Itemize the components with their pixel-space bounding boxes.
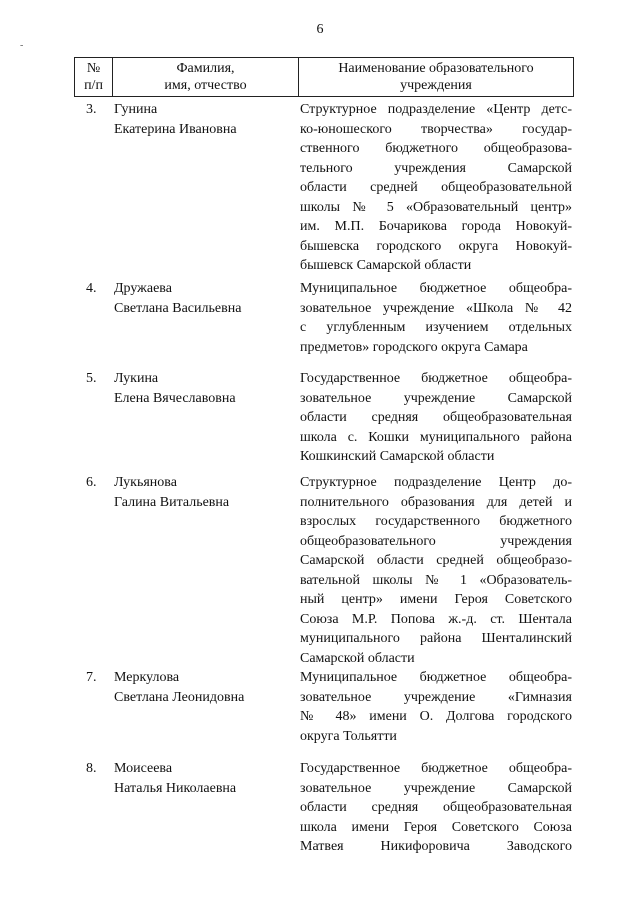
institution-line: с углубленным изучением отдельных — [300, 320, 572, 335]
row-number: 6. — [86, 475, 97, 490]
institution-line: Муниципальное бюджетное общеобра- — [300, 670, 572, 685]
institution-line: области средняя общеобразовательная — [300, 410, 572, 425]
institution-line: Кошкинский Самарской области — [300, 449, 495, 464]
institution-description — [300, 668, 572, 746]
institution-line: зовательное учреждение «Школа № 42 — [300, 300, 572, 316]
institution-line: школы № 5 «Образовательный центр» — [300, 199, 572, 215]
institution-line: бышевска городского округа Новокуй- — [300, 238, 572, 254]
person-name-line: Меркулова — [114, 670, 180, 685]
institution-line: ко-юношеского творчества» государ- — [300, 121, 572, 137]
person-name-line: Гунина — [114, 102, 158, 117]
institution-line: полнительного образования для детей и — [300, 494, 572, 510]
person-name-line: Лукина — [114, 371, 159, 386]
header-number-column — [75, 58, 113, 96]
row-number: 4. — [86, 281, 97, 296]
institution-line: Структурное подразделение Центр до- — [300, 475, 572, 490]
institution-line: зовательное учреждение Самарской — [300, 780, 572, 796]
institution-line: Государственное бюджетное общеобра- — [300, 761, 572, 776]
institution-line: Государственное бюджетное общеобра- — [300, 371, 572, 386]
person-name-line: Дружаева — [114, 281, 172, 296]
person-name-line: Моисеева — [114, 761, 173, 776]
institution-line: школа имени Героя Советского Союза — [300, 819, 572, 835]
table-header — [74, 57, 574, 97]
person-name-line: Екатерина Ивановна — [114, 121, 237, 137]
institution-line: области средней общеобразовательной — [300, 180, 572, 195]
person-name-line: Елена Вячеславовна — [114, 390, 236, 406]
institution-line: предметов» городского округа Самара — [300, 339, 528, 355]
header-number-line: п/п — [84, 78, 103, 93]
institution-line: Матвея Никифоровича Заводского — [300, 839, 572, 854]
institution-line: общеобразовательного учреждения — [300, 533, 572, 549]
header-institution-line: Наименование образовательного — [338, 61, 534, 76]
institution-description — [300, 100, 572, 276]
institution-description — [300, 369, 572, 467]
person-name — [114, 279, 241, 318]
institution-line: вательной школы № 1 «Образователь- — [300, 572, 572, 588]
institution-line: округа Тольятти — [300, 728, 397, 744]
page-number: 6 — [316, 22, 324, 37]
institution-description — [300, 279, 572, 357]
person-name-line: Лукьянова — [114, 475, 177, 490]
header-number-line: № — [86, 61, 101, 76]
person-name-line: Галина Витальевна — [114, 494, 230, 510]
institution-line: им. М.П. Бочарикова города Новокуй- — [300, 219, 572, 234]
institution-line: Самарской области — [300, 650, 415, 666]
institution-line: № 48» имени О. Долгова городского — [300, 709, 572, 724]
corner-mark: - — [20, 40, 24, 51]
person-name — [114, 473, 229, 512]
person-name — [114, 369, 236, 408]
row-number: 7. — [86, 670, 97, 685]
row-number: 8. — [86, 761, 97, 776]
institution-line: ственного бюджетного общеобразова- — [300, 141, 572, 156]
row-number: 5. — [86, 371, 97, 386]
institution-line: Самарской области средней общеобразо- — [300, 553, 572, 568]
institution-line: муниципального района Шенталинский — [300, 631, 572, 646]
institution-line: ный центр» имени Героя Советского — [300, 592, 572, 607]
institution-line: области средняя общеобразовательная — [300, 800, 572, 815]
institution-line: Союза М.Р. Попова ж.-д. ст. Шентала — [300, 611, 572, 627]
header-name-line: имя, отчество — [164, 78, 247, 93]
header-institution-line: учреждения — [400, 78, 472, 93]
institution-description — [300, 759, 572, 857]
institution-line: взрослых государственного бюджетного — [300, 514, 572, 529]
institution-line: бышевск Самарской области — [300, 258, 472, 273]
person-name — [114, 759, 236, 798]
person-name-line: Светлана Леонидовна — [114, 689, 245, 705]
header-institution-column — [299, 58, 573, 96]
header-name-column — [113, 58, 299, 96]
institution-description — [300, 473, 572, 668]
person-name — [114, 668, 244, 707]
institution-line: зовательное учреждение Самарской — [300, 390, 572, 406]
row-number: 3. — [86, 102, 97, 117]
institution-line: зовательное учреждение «Гимназия — [300, 689, 572, 705]
header-name-line: Фамилия, — [176, 61, 235, 76]
institution-line: Муниципальное бюджетное общеобра- — [300, 281, 572, 296]
person-name — [114, 100, 237, 139]
person-name-line: Наталья Николаевна — [114, 780, 237, 796]
institution-line: школа с. Кошки муниципального района — [300, 429, 572, 445]
institution-line: тельного учреждения Самарской — [300, 160, 572, 176]
institution-line: Структурное подразделение «Центр детс- — [300, 102, 572, 117]
person-name-line: Светлана Васильевна — [114, 300, 242, 316]
